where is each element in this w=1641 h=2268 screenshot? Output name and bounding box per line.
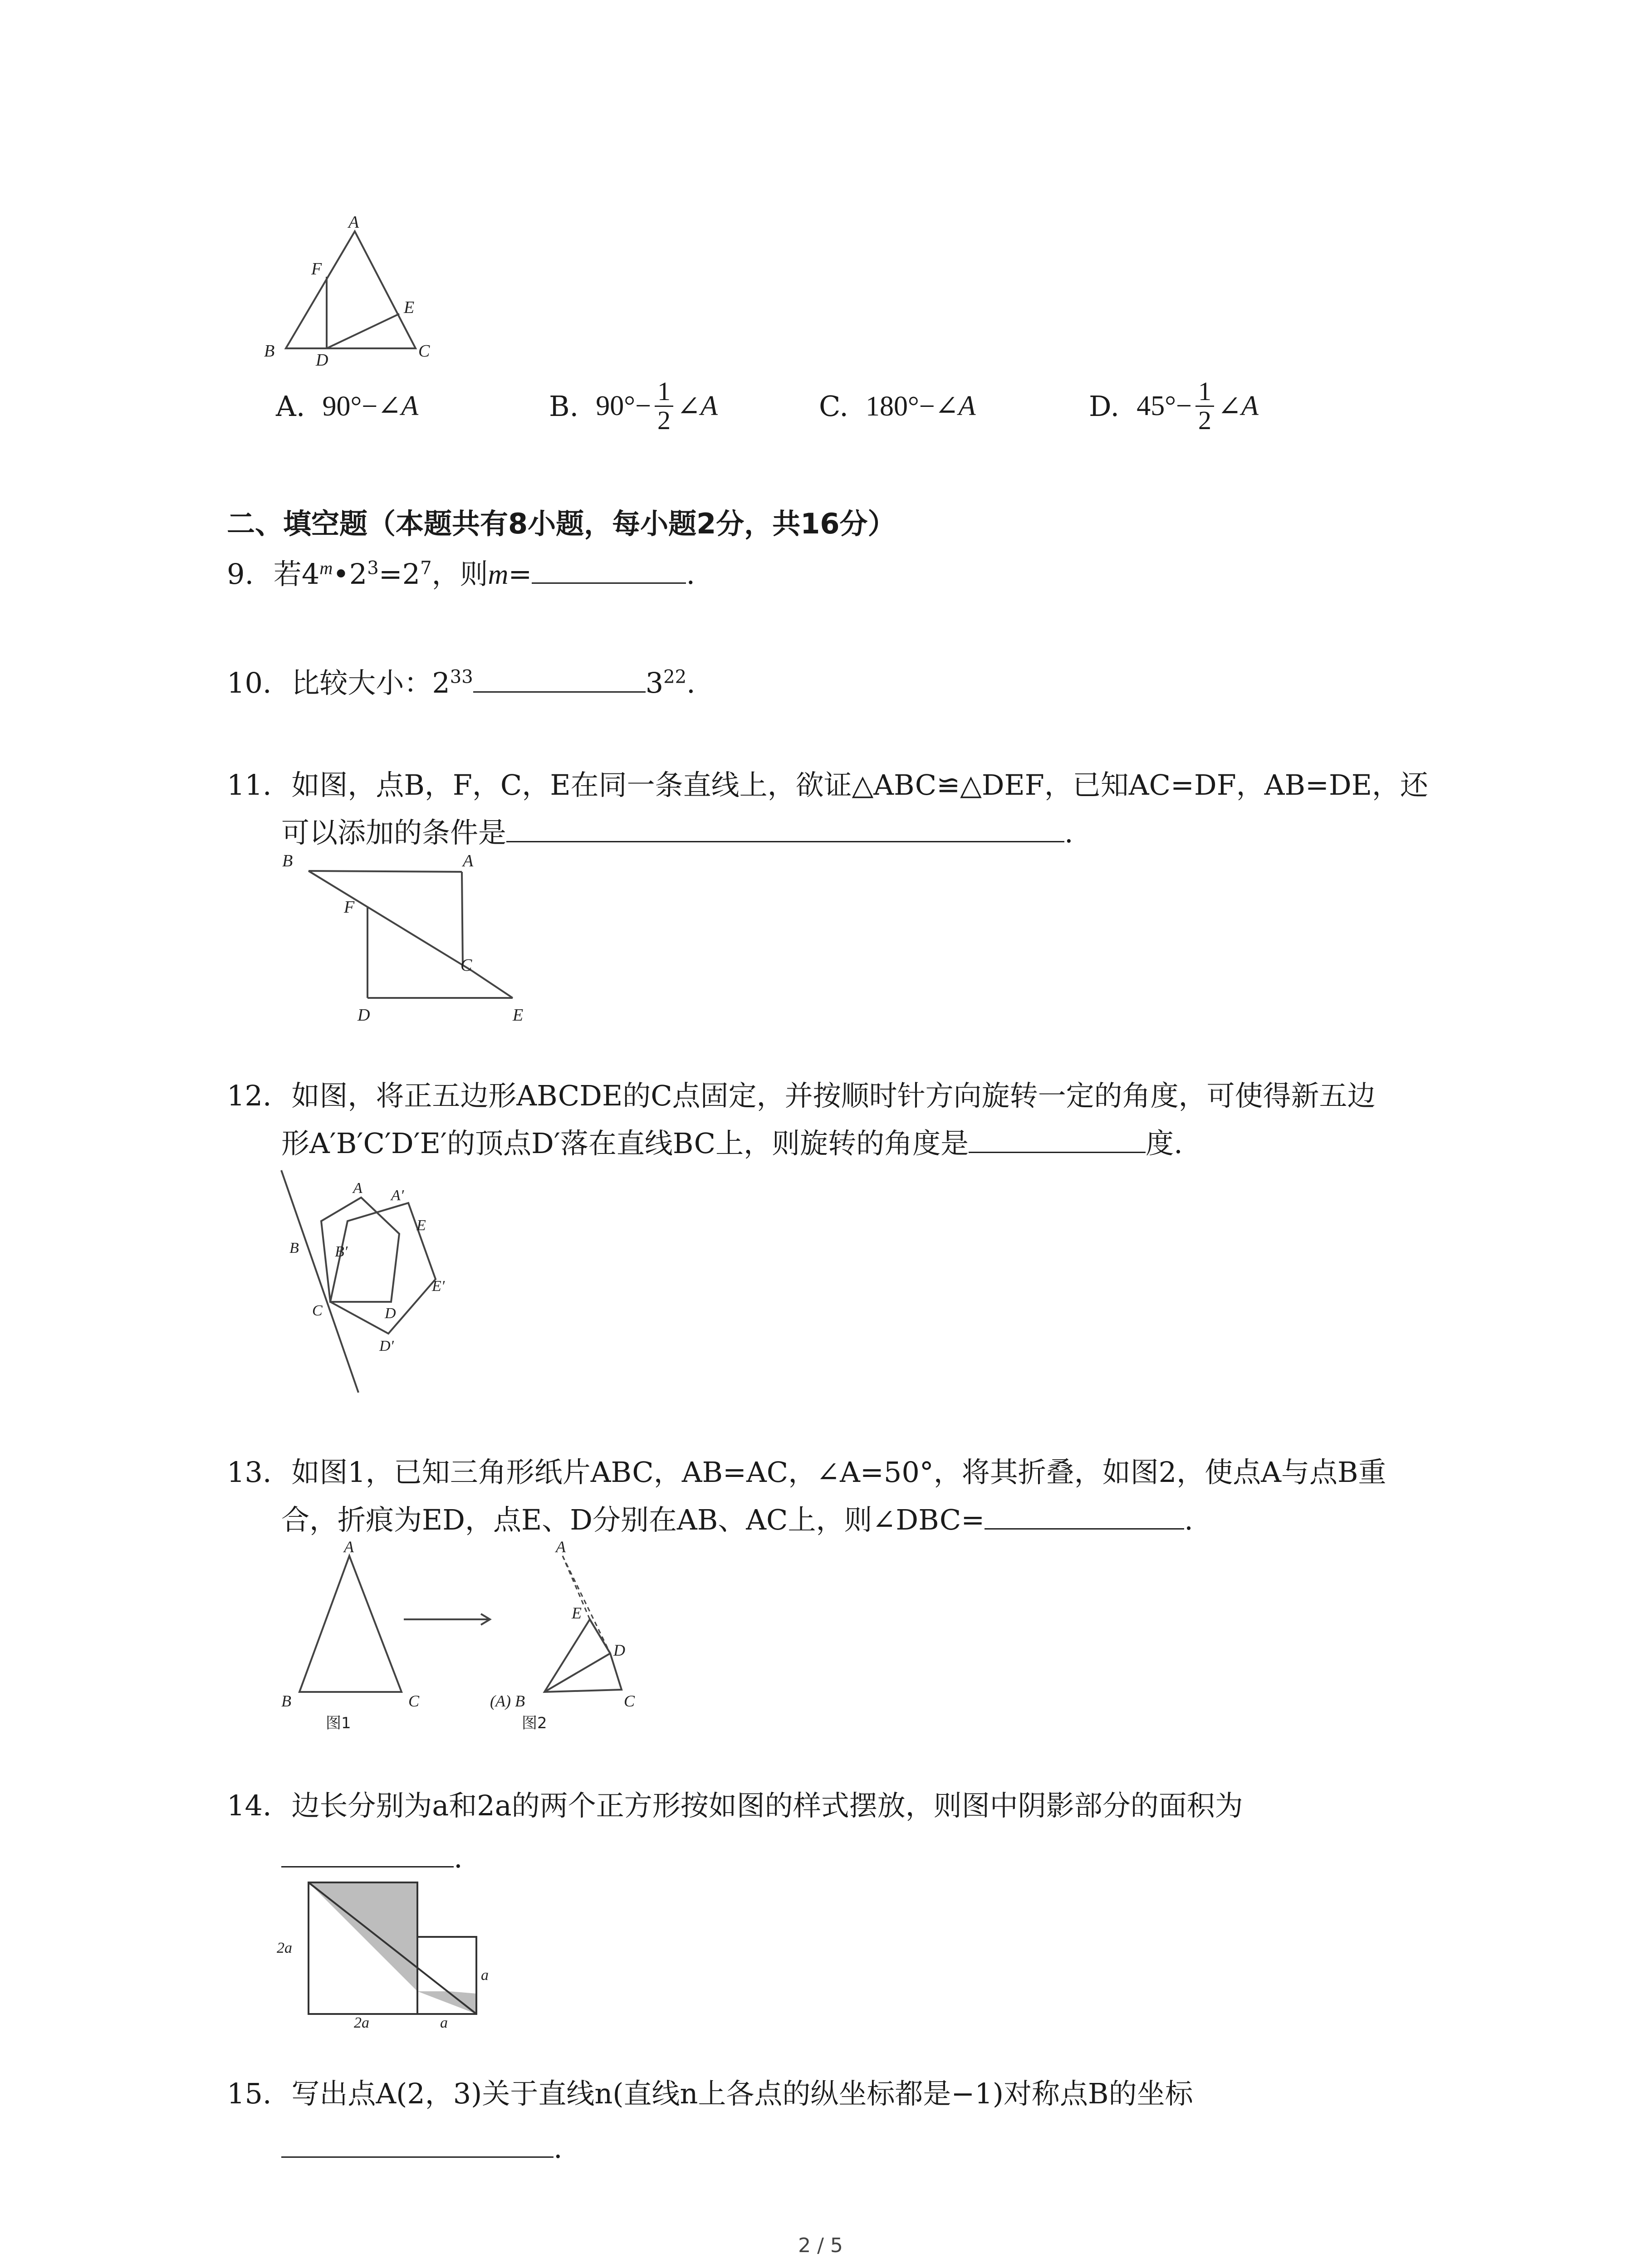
option-var: A — [700, 390, 718, 421]
option-letter: C. — [819, 389, 848, 423]
label-c: C — [624, 1692, 635, 1710]
label-b: B — [289, 1240, 299, 1256]
page-number: 2 / 5 — [798, 2234, 843, 2257]
question-14-answer-line: . — [281, 1844, 463, 1872]
question-15: 15. 写出点A(2，3)关于直线n(直线n上各点的纵坐标都是−1)对称点B的坐标 — [227, 2077, 1193, 2110]
label-b: B — [282, 851, 293, 870]
option-text: 180°−∠ — [865, 391, 959, 422]
label-2a-bottom: 2a — [354, 2014, 369, 2031]
label-a: A — [556, 1538, 566, 1556]
label-e: E — [404, 298, 415, 317]
section-2-title: 二、填空题（本题共有8小题，每小题2分，共16分） — [227, 507, 896, 540]
q8-option-b — [549, 372, 718, 440]
answer-blank[interactable] — [473, 691, 646, 693]
option-text: 90°− — [596, 390, 652, 421]
question-number: 12. — [227, 1079, 272, 1112]
label-a: A — [348, 213, 359, 232]
option-angle: ∠ — [1217, 389, 1241, 423]
label-b-prime: B′ — [335, 1243, 348, 1260]
option-letter: A. — [276, 389, 305, 423]
label-b: B — [281, 1692, 291, 1710]
answer-blank[interactable] — [985, 1528, 1184, 1530]
label-c: C — [418, 342, 430, 361]
option-var: A — [1241, 390, 1259, 421]
option-text: 45°− — [1136, 390, 1192, 421]
question-number: 15. — [227, 2077, 272, 2110]
label-d: D — [613, 1641, 625, 1659]
label-e: E — [572, 1604, 582, 1622]
label-a: A — [463, 851, 474, 870]
question-9: 9. 若$4^m•2^3=2^7$，则m= . — [227, 557, 696, 591]
answer-blank[interactable] — [281, 1866, 454, 1867]
label-c: C — [460, 956, 472, 975]
question-13-line-2: 合，折痕为ED，点E、D分别在AB、AC上，则∠DBC= . — [281, 1503, 1193, 1536]
q8-triangle-figure — [254, 213, 454, 370]
option-angle: ∠ — [677, 389, 700, 423]
answer-blank[interactable] — [281, 2156, 554, 2158]
q14-squares-figure — [268, 1873, 522, 2031]
q8-option-d — [1089, 372, 1259, 440]
label-f: F — [311, 259, 322, 279]
label-d: D — [316, 351, 328, 370]
question-14: 14. 边长分别为a和2a的两个正方形按如图的样式摆放，则图中阴影部分的面积为 — [227, 1789, 1243, 1822]
label-c: C — [312, 1302, 323, 1319]
caption-fig2: 图2 — [522, 1714, 547, 1732]
label-d: D — [358, 1006, 370, 1025]
label-e: E — [416, 1217, 426, 1234]
option-var: A — [401, 390, 419, 421]
question-13-line-1: 13. 如图1，已知三角形纸片ABC，AB=AC，∠A=50°，将其折叠，如图2，使点A与点B重 — [227, 1456, 1386, 1489]
label-2a-left: 2a — [277, 1940, 292, 1956]
fraction: $\frac{1}{2}$ — [655, 378, 673, 435]
fraction: $\frac{1}{2}$ — [1195, 378, 1214, 435]
label-a-prime: A′ — [391, 1187, 404, 1204]
option-letter: B. — [549, 389, 579, 423]
label-d-prime: D′ — [379, 1338, 394, 1354]
label-c: C — [408, 1692, 420, 1710]
question-12-line-2: 形A′B′C′D′E′的顶点D′落在直线BC上，则旋转的角度是 度. — [281, 1127, 1183, 1160]
q8-option-a — [276, 381, 418, 431]
question-15-answer-line: . — [281, 2134, 563, 2162]
question-number: 10. — [227, 666, 272, 699]
label-b: B — [264, 342, 275, 361]
label-a: A — [344, 1538, 354, 1556]
caption-fig1: 图1 — [326, 1714, 351, 1732]
option-letter: D. — [1089, 389, 1120, 423]
q13-figure — [272, 1538, 671, 1742]
answer-blank[interactable] — [506, 841, 1064, 842]
label-f: F — [344, 898, 355, 917]
question-12-line-1: 12. 如图，将正五边形ABCDE的C点固定，并按顺时针方向旋转一定的角度，可使得新五边 — [227, 1079, 1376, 1112]
answer-blank[interactable] — [969, 1151, 1146, 1153]
label-d: D — [385, 1305, 396, 1322]
label-e-prime: E′ — [432, 1278, 445, 1295]
answer-blank[interactable] — [532, 582, 686, 584]
question-number: 11. — [227, 768, 272, 802]
label-a-bottom: a — [440, 2014, 448, 2031]
question-number: 9. — [227, 557, 254, 591]
label-e: E — [513, 1006, 524, 1025]
question-11-line-2: 可以添加的条件是 . — [281, 816, 1073, 849]
q8-option-c — [819, 381, 976, 431]
question-number: 13. — [227, 1456, 272, 1489]
q12-pentagon-figure — [263, 1166, 499, 1402]
question-11-line-1: 11. 如图，点B，F，C，E在同一条直线上，欲证△ABC≌△DEF，已知AC=DF，AB=DE，还 — [227, 768, 1428, 802]
question-number: 14. — [227, 1789, 272, 1822]
question-10: 10. 比较大小：$2^{33}$ $3^{22}$. — [227, 666, 696, 699]
label-a: A — [353, 1180, 362, 1197]
label-a-right: a — [481, 1967, 489, 1984]
option-text: 90°−∠ — [322, 391, 402, 422]
q11-figure — [272, 853, 544, 1025]
label-a-b: (A) B — [490, 1692, 525, 1710]
option-var: A — [958, 390, 976, 421]
